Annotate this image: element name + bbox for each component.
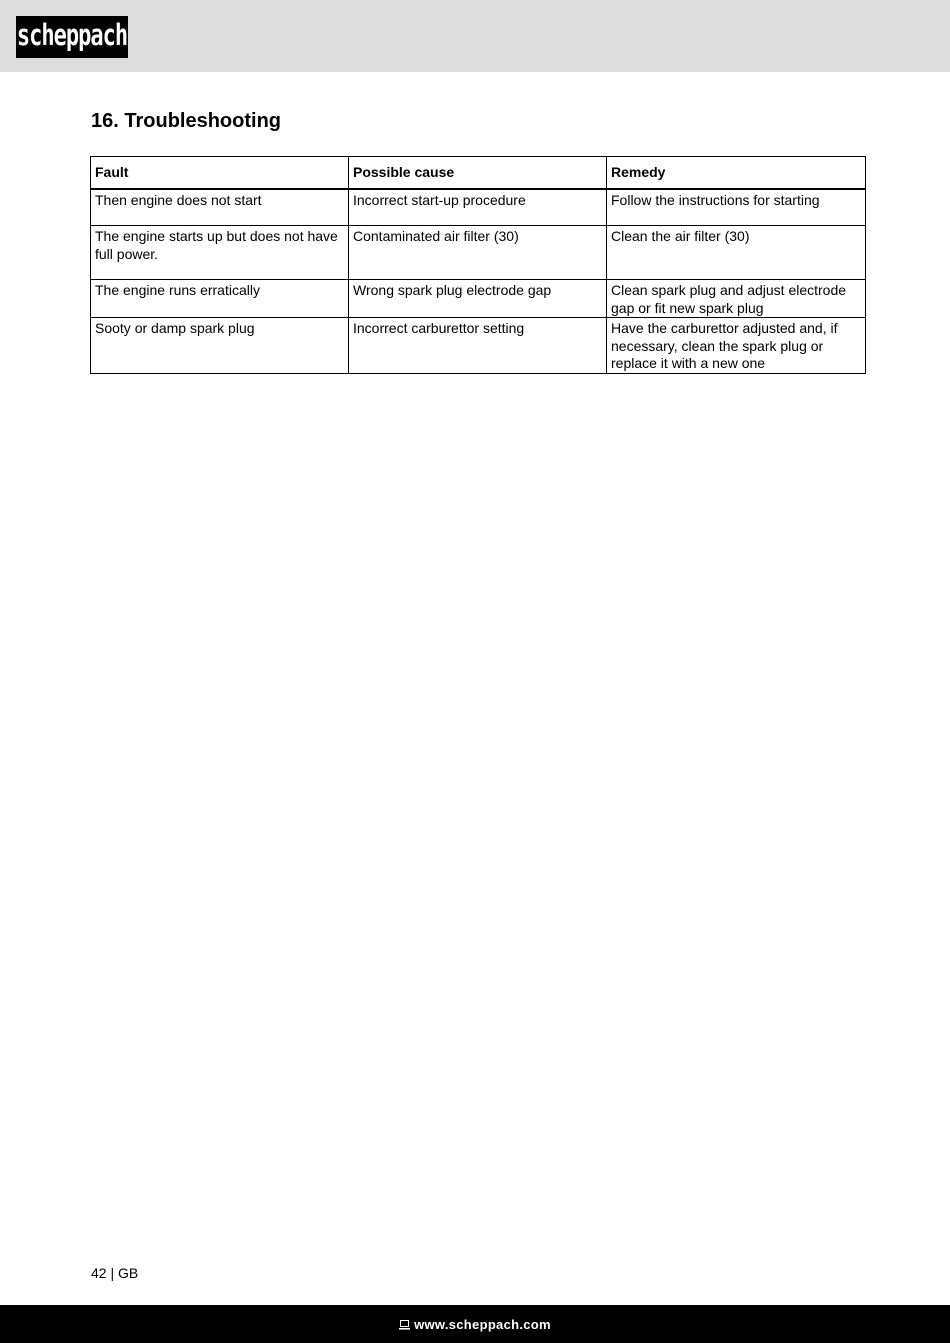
- table-row: [91, 189, 866, 226]
- website-text[interactable]: www.scheppach.com: [414, 1316, 551, 1332]
- remedy-cell: Clean the air filter (30): [607, 226, 866, 280]
- column-header-fault: Fault: [91, 157, 349, 189]
- table-header-row: [91, 157, 866, 189]
- website-link[interactable]: [399, 1317, 551, 1332]
- fault-cell: Sooty or damp spark plug: [91, 318, 349, 374]
- logo-text: scheppach: [16, 19, 128, 54]
- scheppach-logo: [16, 16, 128, 58]
- troubleshooting-table: [90, 156, 866, 374]
- table-row: [91, 226, 866, 280]
- fault-cell: Then engine does not start: [91, 189, 349, 226]
- cause-cell: Incorrect carburettor setting: [349, 318, 607, 374]
- fault-cell: The engine starts up but does not have full power.: [91, 226, 349, 280]
- page-header: [0, 0, 950, 72]
- remedy-cell: Have the carburettor adjusted and, if necessary, clean the spark plug or replace it with a new one: [607, 318, 866, 374]
- section-title: 16. Troubleshooting: [91, 110, 282, 132]
- fault-cell: The engine runs erratically: [91, 280, 349, 318]
- cause-cell: Wrong spark plug electrode gap: [349, 280, 607, 318]
- cause-cell: Incorrect start-up procedure: [349, 189, 607, 226]
- computer-icon: [399, 1320, 410, 1330]
- cause-cell: Contaminated air filter (30): [349, 226, 607, 280]
- remedy-cell: Follow the instructions for starting: [607, 189, 866, 226]
- table-row: [91, 318, 866, 374]
- page-footer: [0, 1305, 950, 1343]
- page-number: 42 | GB: [91, 1265, 139, 1281]
- column-header-possible-cause: Possible cause: [349, 157, 607, 189]
- column-header-remedy: Remedy: [607, 157, 866, 189]
- remedy-cell: Clean spark plug and adjust electrode gap or fit new spark plug: [607, 280, 866, 318]
- table-row: [91, 280, 866, 318]
